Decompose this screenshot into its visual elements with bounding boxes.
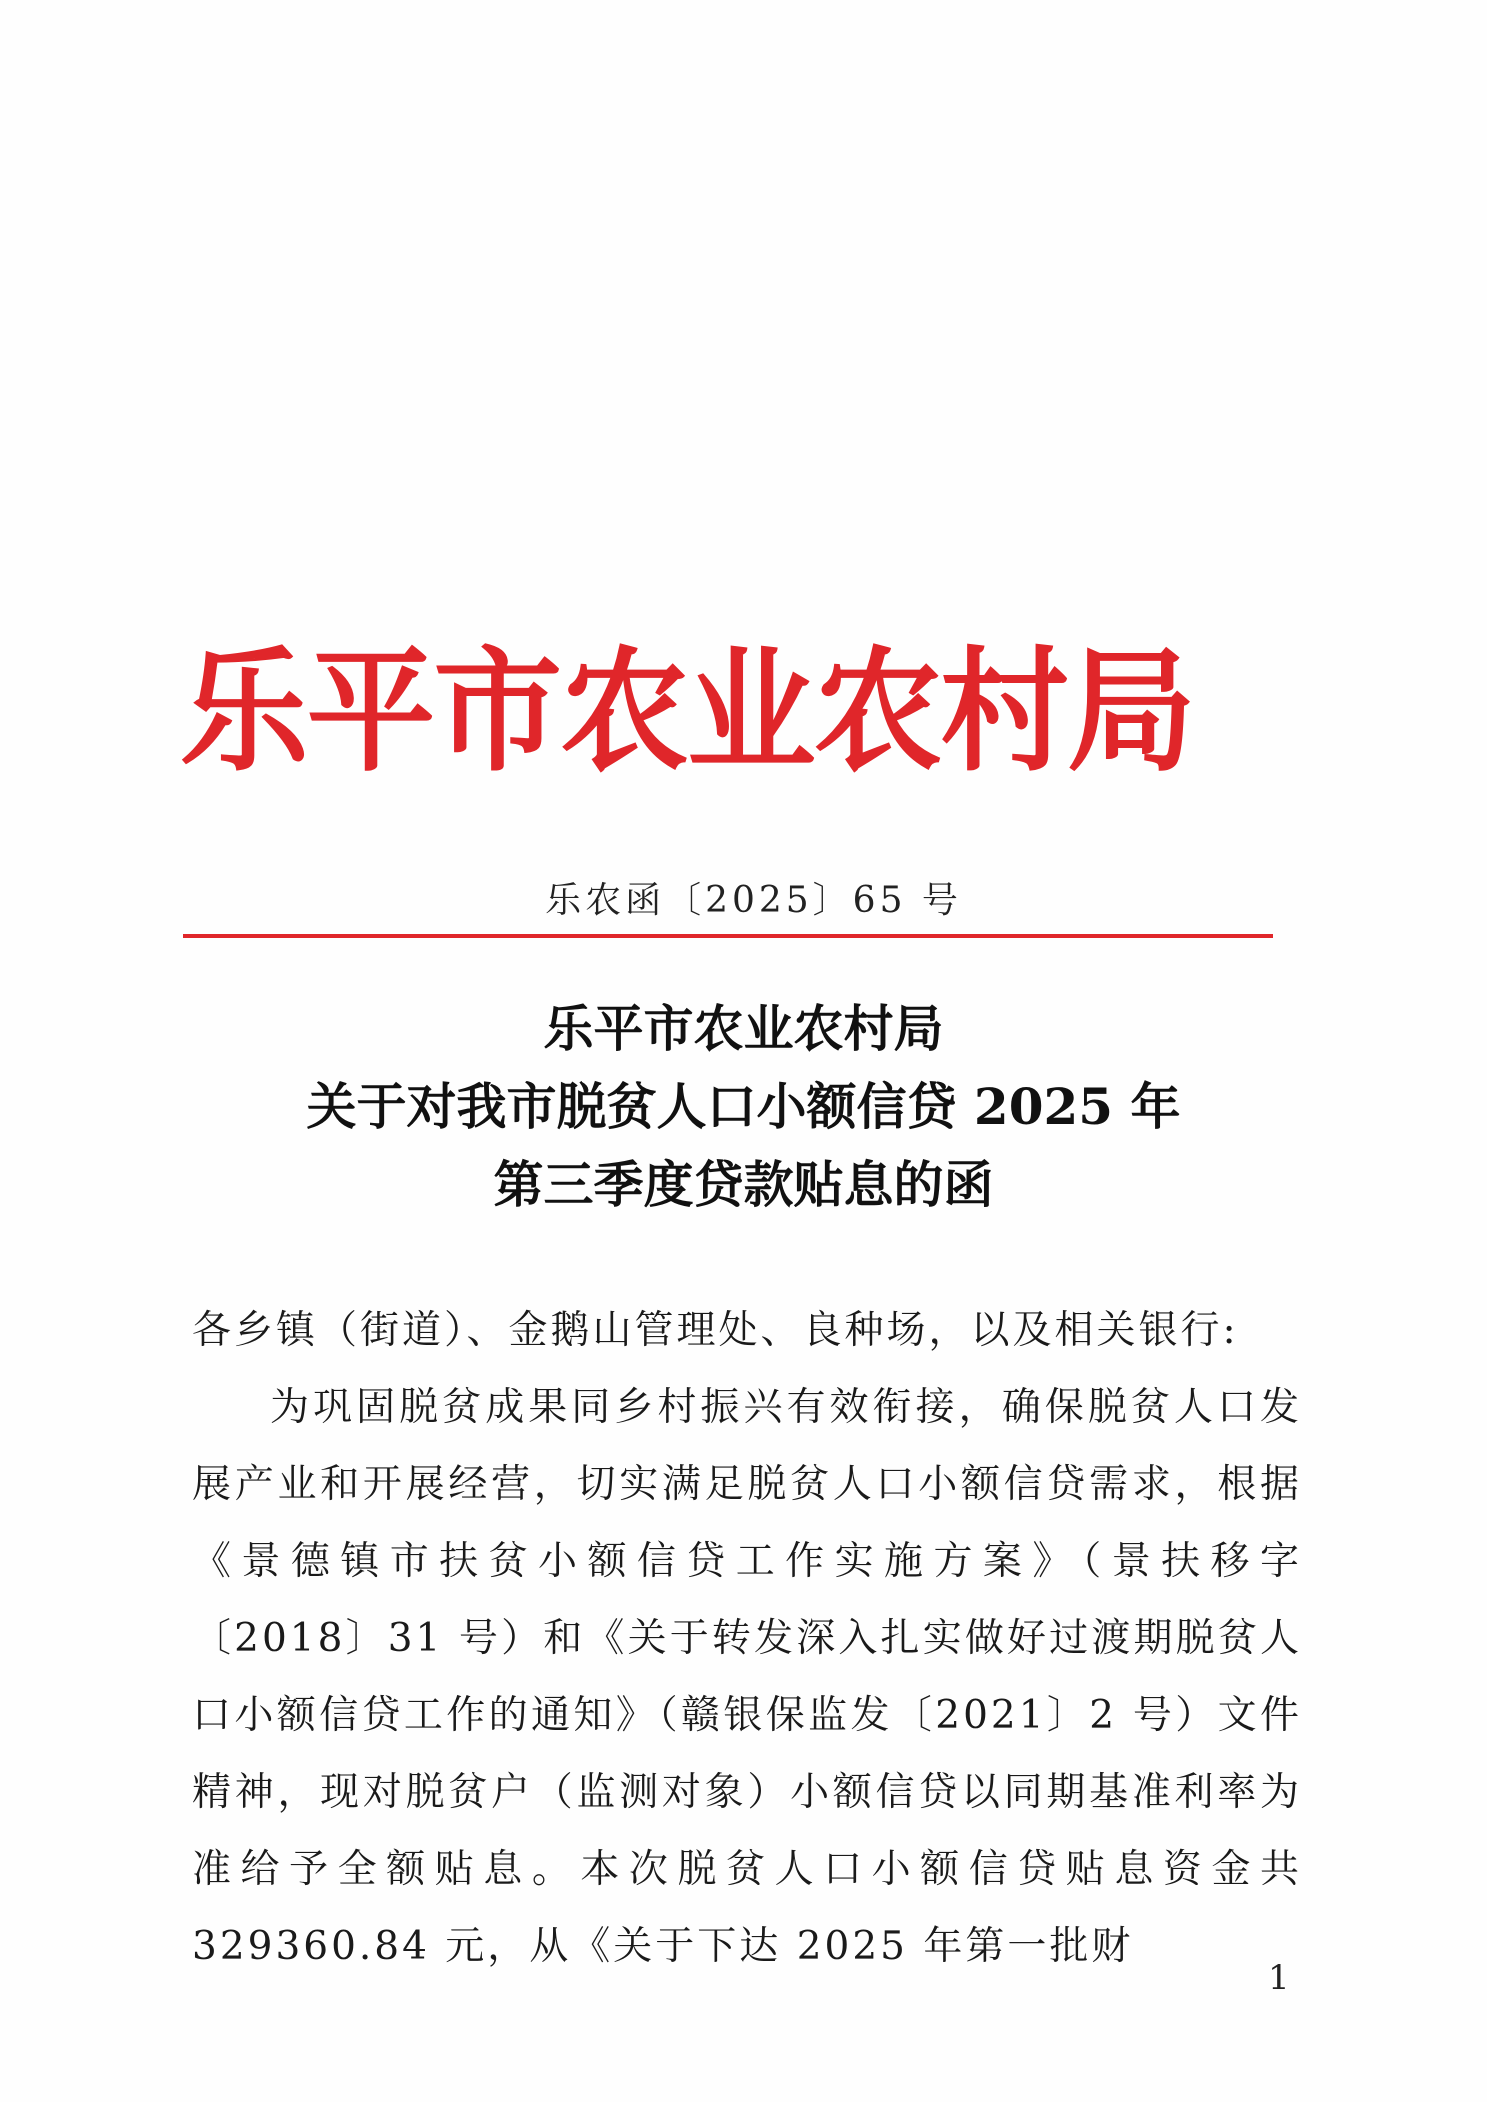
- document-number: 乐农函〔2025〕65 号: [545, 880, 962, 921]
- title-line-2: 关于对我市脱贫人口小额信贷 2025 年: [306, 1077, 1181, 1136]
- red-divider-line: [183, 934, 1273, 938]
- title-line-1: 乐平市农业农村局: [543, 999, 944, 1058]
- document-body: [192, 1292, 1302, 1985]
- title-line-3: 第三季度贷款贴息的函: [493, 1155, 994, 1214]
- agency-header-title: 乐平市农业农村局: [180, 634, 1194, 790]
- salutation: 各乡镇（街道）、金鹅山管理处、良种场，以及相关银行:: [192, 1308, 1239, 1353]
- document-title: [0, 990, 1487, 1224]
- page-number: 1: [1268, 1958, 1290, 1998]
- body-paragraph: 为巩固脱贫成果同乡村振兴有效衔接，确保脱贫人口发展产业和开展经营，切实满足脱贫人口小额信贷需求，根据《景德镇市扶贫小额信贷工作实施方案》（景扶移字〔2018〕31 号）和《关于转发深入扎实做好过渡期脱贫人口小额信贷工作的通知》（赣银保监发〔2021〕2 号）文件精神，现对脱贫户（监测对象）小额信贷以同期基准利率为准给予全额贴息。本次脱贫人口小额信贷贴息资金共 329360.84 元，从《关于下达 2025 年第一批财: [192, 1385, 1302, 1969]
